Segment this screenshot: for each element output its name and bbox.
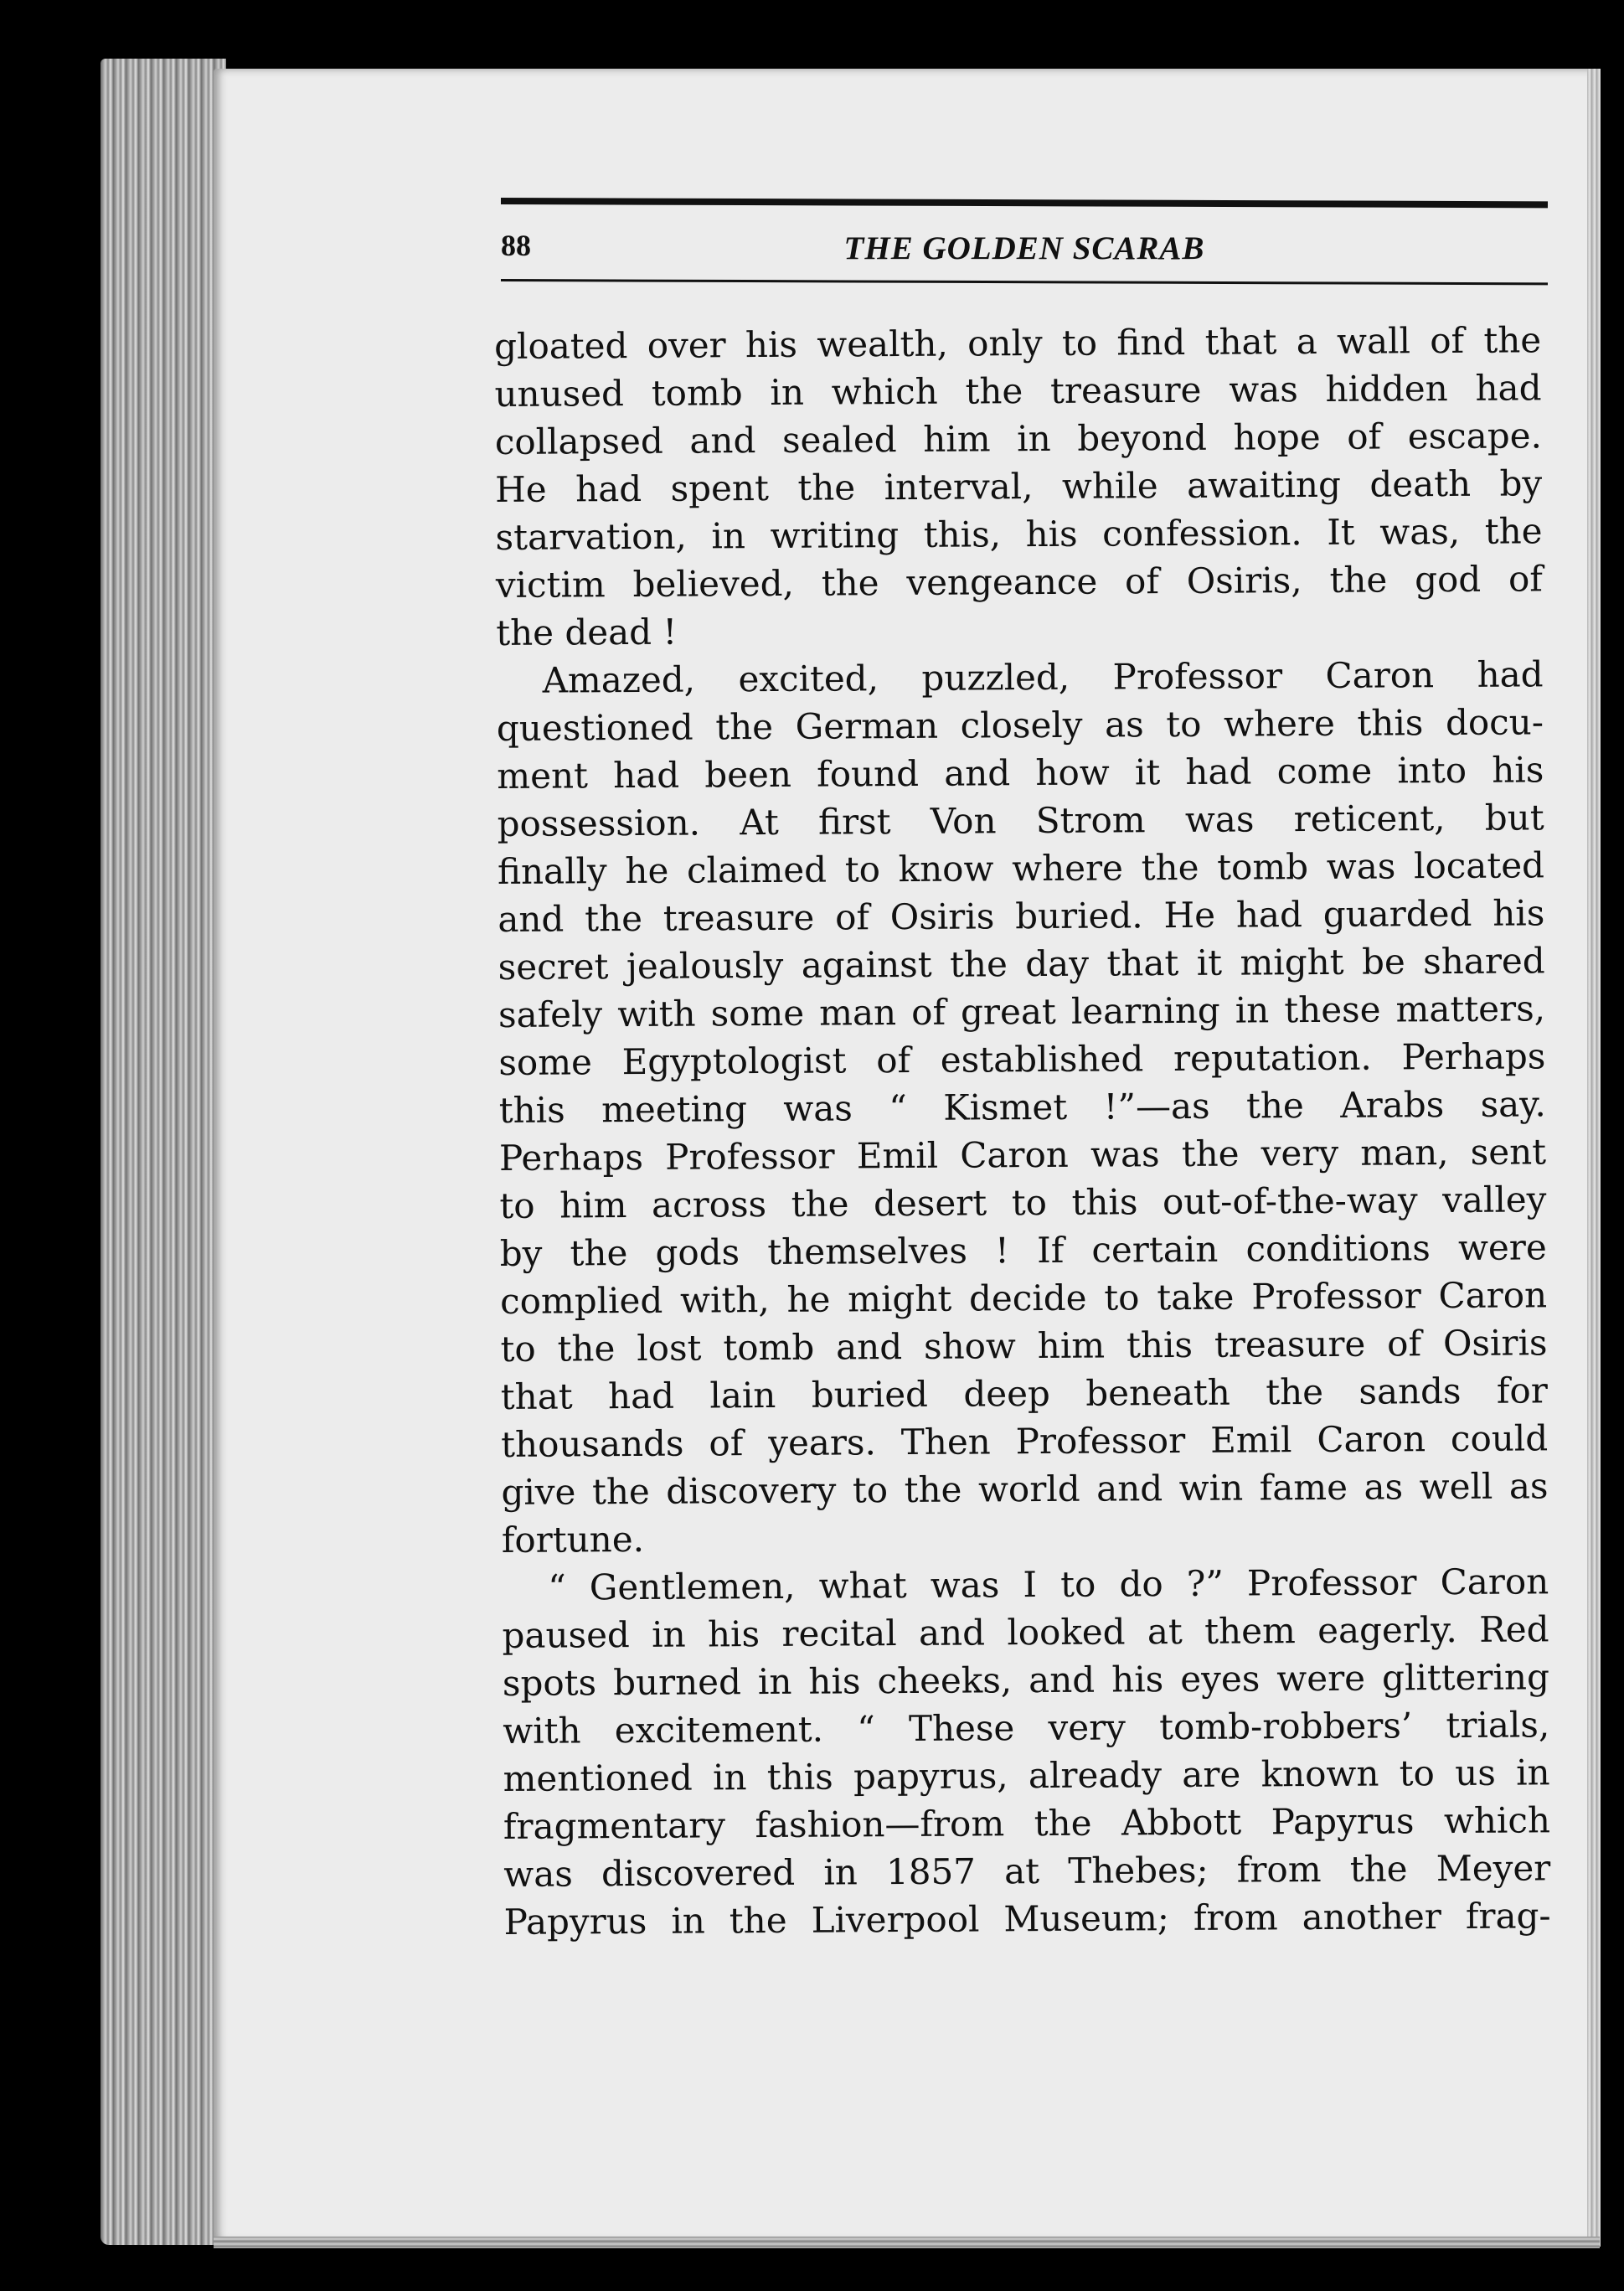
text-line: starvation, in writing this, his confession. It was, the xyxy=(495,510,1543,558)
text-line: fragmentary fashion—from the Abbott Papyrus which xyxy=(503,1799,1551,1847)
text-line: Papyrus in the Liverpool Museum; from another frag- xyxy=(503,1895,1551,1943)
text-line: thousands of years. Then Professor Emil Caron could xyxy=(501,1417,1549,1465)
text-line: Amazed, excited, puzzled, Professor Caron had xyxy=(542,653,1544,701)
text-line: with excitement. “ These very tomb-robbers’ trials, xyxy=(503,1704,1550,1752)
text-line: some Egyptologist of established reputation. Perhaps xyxy=(498,1035,1546,1083)
text-line: that had lain buried deep beneath the sands for xyxy=(500,1370,1548,1417)
text-line: by the gods themselves ! If certain conditions were xyxy=(499,1226,1547,1274)
text-line: victim believed, the vengeance of Osiris, the god of xyxy=(495,558,1544,606)
page-edges-bottom xyxy=(214,2237,1600,2248)
text-line: ment had been found and how it had come into his xyxy=(497,749,1544,797)
text-line: unused tomb in which the treasure was hidden had xyxy=(494,367,1542,415)
page-edges-right xyxy=(1587,69,1601,2247)
text-line: this meeting was “ Kismet !”—as the Arabs say. xyxy=(498,1083,1546,1131)
text-line: give the discovery to the world and win fame as well as xyxy=(501,1465,1549,1513)
text-line: the dead ! xyxy=(496,611,678,653)
text-line: to the lost tomb and show him this treasure of Osiris xyxy=(500,1322,1548,1370)
text-line: secret jealously against the day that it might be shared xyxy=(498,940,1545,988)
text-line: to him across the desert to this out-of-the-way valley xyxy=(499,1179,1547,1226)
text-line: safely with some man of great learning in these matters, xyxy=(498,988,1546,1035)
text-line: spots burned in his cheeks, and his eyes were glittering xyxy=(502,1656,1550,1704)
text-line: He had spent the interval, while awaiting death by xyxy=(495,462,1543,510)
running-title: THE GOLDEN SCARAB xyxy=(843,230,1205,266)
text-line: finally he claimed to know where the tomb was located xyxy=(497,844,1545,892)
body-text xyxy=(494,316,1551,1946)
text-line: questioned the German closely as to where this docu- xyxy=(496,701,1544,749)
text-line: Perhaps Professor Emil Caron was the very man, sent xyxy=(498,1131,1547,1179)
text-line: and the treasure of Osiris buried. He had guarded his xyxy=(498,892,1545,940)
text-line: gloated over his wealth, only to find that a wall of the xyxy=(494,319,1542,367)
text-line: paused in his recital and looked at them eagerly. Red xyxy=(502,1608,1549,1656)
running-head xyxy=(501,219,1548,270)
text-line: complied with, he might decide to take Professor Caron xyxy=(499,1274,1548,1322)
text-line: mentioned in this papyrus, already are known to us in xyxy=(503,1752,1550,1799)
page-edges-left xyxy=(101,59,226,2245)
text-line: collapsed and sealed him in beyond hope of escape. xyxy=(494,415,1542,462)
page-number: 88 xyxy=(501,229,531,262)
text-line: “ Gentlemen, what was I to do ?” Professor Caron xyxy=(548,1561,1549,1608)
text-line: possession. At first Von Strom was reticent, but xyxy=(497,797,1544,844)
text-line: fortune. xyxy=(501,1518,645,1561)
text-line: was discovered in 1857 at Thebes; from the Meyer xyxy=(503,1847,1551,1895)
